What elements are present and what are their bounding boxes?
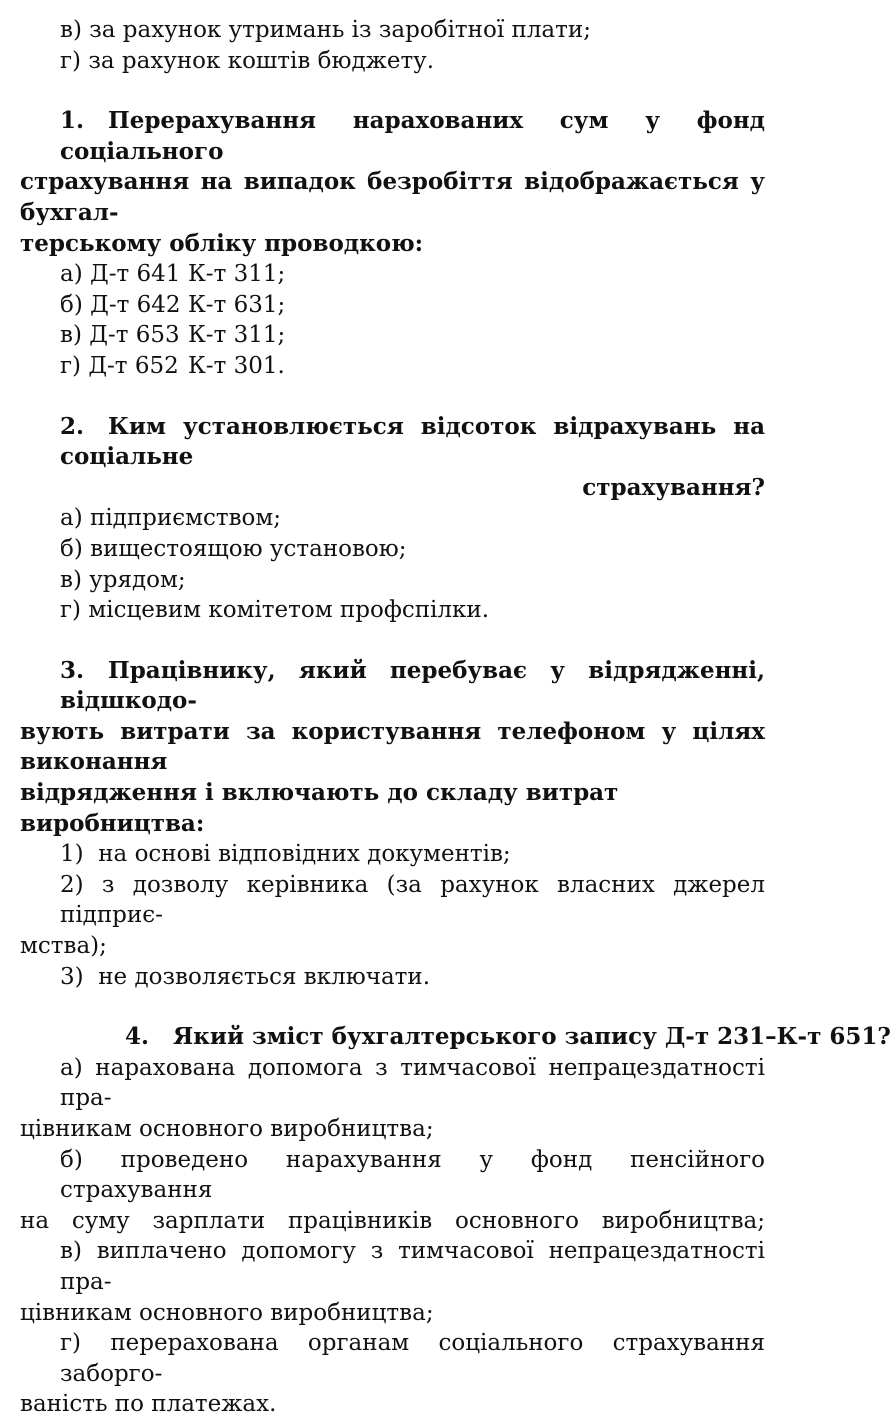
- question-1-line-1: [20, 106, 765, 167]
- question-4-option-a-line-1: а) нарахована допомога з тимчасової непрацездатності пра-: [60, 1054, 765, 1112]
- question-1-option-a: [20, 259, 765, 290]
- spacer: [20, 992, 765, 1022]
- question-3-number: 3.: [60, 656, 85, 684]
- question-3-line-1: [20, 656, 765, 717]
- prev-option-g: г) за рахунок коштів бюджету.: [60, 47, 435, 74]
- prev-option-v: в) за рахунок утримань із заробітної плати;: [60, 17, 591, 43]
- question-3-line-3: відрядження і включають до складу витрат виробництва:: [20, 779, 619, 837]
- question-4-number: 4.: [125, 1023, 150, 1051]
- question-4-line-1: [20, 1022, 891, 1053]
- question-3-text-1: Працівнику, який перебуває у відрядженні, відшкодо-: [60, 656, 765, 715]
- question-4-option-v-line-2: цівникам основного виробництва;: [20, 1299, 434, 1326]
- option-credit: К-т 311;: [188, 322, 286, 349]
- spacer: [20, 626, 765, 656]
- question-3-option-2-line-2: мства);: [20, 933, 107, 960]
- spacer: [20, 76, 765, 106]
- question-4-option-b-line-2: на суму зарплати працівників основного виробництва;: [20, 1207, 765, 1234]
- question-3-option-2-line-1: 2) з дозволу керівника (за рахунок власних джерел підприє-: [60, 871, 765, 929]
- question-2-line-2: страхування?: [582, 473, 765, 501]
- question-1: [20, 106, 765, 381]
- option-credit: К-т 311;: [188, 261, 286, 288]
- option-credit: К-т 301.: [188, 352, 285, 379]
- question-2-option-a: а) підприємством;: [60, 505, 282, 532]
- question-4-option-v-line-1: в) виплачено допомогу з тимчасової непрацездатності пра-: [60, 1238, 765, 1295]
- question-1-line-2: страхування на випадок безробіття відображається у бухгал-: [20, 168, 765, 226]
- question-2-option-v: в) урядом;: [60, 566, 186, 593]
- question-2-text-1: Ким установлюється відсоток відрахувань на соціальне: [60, 412, 765, 471]
- option-credit: К-т 631;: [188, 291, 286, 318]
- option-debit: а) Д-т 641: [60, 261, 181, 288]
- question-1-text-1: Перерахування нарахованих сум у фонд соціального: [60, 107, 765, 165]
- question-3-line-2: вують витрати за користування телефоном у цілях виконання: [20, 717, 765, 776]
- option-debit: г) Д-т 652: [60, 352, 179, 379]
- question-1-number: 1.: [60, 107, 85, 135]
- question-3: [20, 656, 765, 993]
- question-4-option-a-line-2: цівникам основного виробництва;: [20, 1116, 434, 1142]
- question-4-text: Який зміст бухгалтерського запису Д-т 231–К-т 651?: [173, 1023, 891, 1051]
- document-page: [20, 15, 891, 1420]
- question-3-option-3: 3) не дозволяється включати.: [60, 963, 431, 990]
- question-4-option-g-line-2: ваність по платежах.: [20, 1391, 277, 1418]
- question-1-option-v: [20, 320, 765, 351]
- option-debit: в) Д-т 653: [60, 322, 180, 349]
- question-2-option-g: г) місцевим комітетом профспілки.: [60, 597, 490, 624]
- question-1-option-b: [20, 290, 765, 321]
- question-4-option-g-line-1: г) перерахована органам соціального страхування заборго-: [60, 1330, 765, 1387]
- question-4: [20, 1022, 891, 1420]
- question-2-option-b: б) вищестоящою установою;: [60, 535, 407, 562]
- option-debit: б) Д-т 642: [60, 291, 181, 318]
- spacer: [20, 382, 765, 412]
- question-2-number: 2.: [60, 412, 85, 440]
- question-3-option-1: 1) на основі відповідних документів;: [60, 841, 511, 868]
- question-2: [20, 412, 765, 626]
- question-2-line-1: [20, 412, 765, 473]
- question-1-line-3: терському обліку проводкою:: [20, 229, 424, 257]
- question-4-option-b-line-1: б) проведено нарахування у фонд пенсійного страхування: [60, 1146, 765, 1204]
- question-1-option-g: [20, 351, 765, 382]
